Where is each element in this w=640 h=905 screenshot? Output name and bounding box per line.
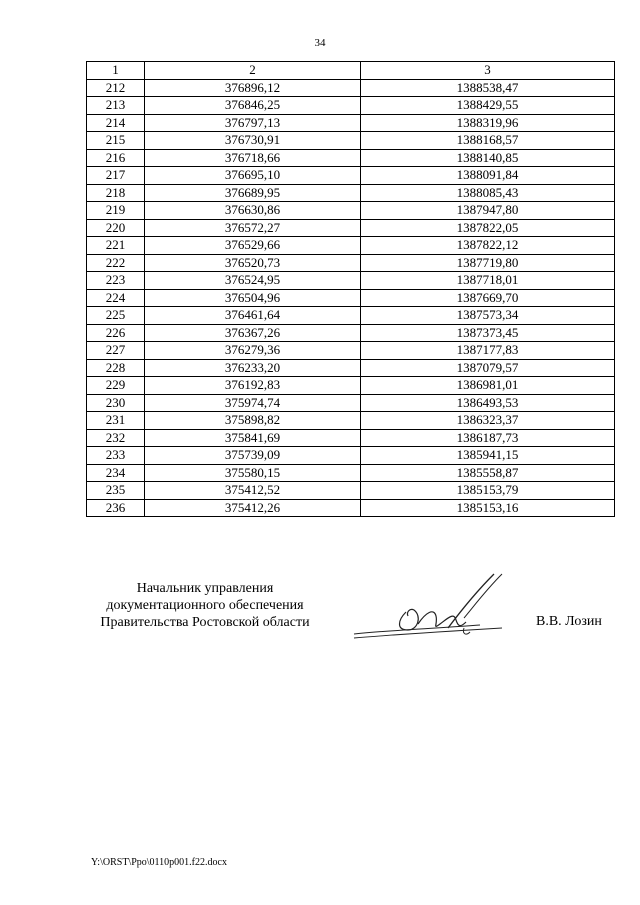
y-coordinate-cell: 1387947,80 bbox=[361, 202, 615, 220]
table-row bbox=[87, 324, 615, 342]
y-coordinate-cell: 1388091,84 bbox=[361, 167, 615, 185]
point-number-cell: 219 bbox=[87, 202, 145, 220]
column-header-y: 3 bbox=[361, 62, 615, 80]
x-coordinate-cell: 376630,86 bbox=[145, 202, 361, 220]
y-coordinate-cell: 1388168,57 bbox=[361, 132, 615, 150]
x-coordinate-cell: 375898,82 bbox=[145, 412, 361, 430]
table-row bbox=[87, 237, 615, 255]
signatory-title-line: Начальник управления bbox=[136, 581, 274, 596]
point-number-cell: 212 bbox=[87, 79, 145, 97]
signatory-name: В.В. Лозин bbox=[536, 614, 602, 629]
table-row bbox=[87, 342, 615, 360]
point-number-cell: 225 bbox=[87, 307, 145, 325]
table-row bbox=[87, 272, 615, 290]
x-coordinate-cell: 375841,69 bbox=[145, 429, 361, 447]
x-coordinate-cell: 376279,36 bbox=[145, 342, 361, 360]
x-coordinate-cell: 376524,95 bbox=[145, 272, 361, 290]
x-coordinate-cell: 376192,83 bbox=[145, 377, 361, 395]
x-coordinate-cell: 376461,64 bbox=[145, 307, 361, 325]
y-coordinate-cell: 1385941,15 bbox=[361, 447, 615, 465]
x-coordinate-cell: 376233,20 bbox=[145, 359, 361, 377]
table-row bbox=[87, 184, 615, 202]
y-coordinate-cell: 1388538,47 bbox=[361, 79, 615, 97]
y-coordinate-cell: 1387573,34 bbox=[361, 307, 615, 325]
y-coordinate-cell: 1387373,45 bbox=[361, 324, 615, 342]
x-coordinate-cell: 376896,12 bbox=[145, 79, 361, 97]
x-coordinate-cell: 376695,10 bbox=[145, 167, 361, 185]
x-coordinate-cell: 376797,13 bbox=[145, 114, 361, 132]
table-row bbox=[87, 132, 615, 150]
y-coordinate-cell: 1388429,55 bbox=[361, 97, 615, 115]
y-coordinate-cell: 1387822,12 bbox=[361, 237, 615, 255]
point-number-cell: 221 bbox=[87, 237, 145, 255]
table-row bbox=[87, 289, 615, 307]
table-row bbox=[87, 447, 615, 465]
column-header-number: 1 bbox=[87, 62, 145, 80]
y-coordinate-cell: 1388085,43 bbox=[361, 184, 615, 202]
table-row bbox=[87, 359, 615, 377]
y-coordinate-cell: 1388319,96 bbox=[361, 114, 615, 132]
table-row bbox=[87, 482, 615, 500]
x-coordinate-cell: 375739,09 bbox=[145, 447, 361, 465]
y-coordinate-cell: 1385153,16 bbox=[361, 499, 615, 517]
point-number-cell: 216 bbox=[87, 149, 145, 167]
point-number-cell: 222 bbox=[87, 254, 145, 272]
point-number-cell: 231 bbox=[87, 412, 145, 430]
point-number-cell: 215 bbox=[87, 132, 145, 150]
point-number-cell: 228 bbox=[87, 359, 145, 377]
point-number-cell: 233 bbox=[87, 447, 145, 465]
coordinates-table bbox=[86, 61, 615, 517]
y-coordinate-cell: 1385153,79 bbox=[361, 482, 615, 500]
table-row bbox=[87, 97, 615, 115]
y-coordinate-cell: 1385558,87 bbox=[361, 464, 615, 482]
x-coordinate-cell: 376529,66 bbox=[145, 237, 361, 255]
table-row bbox=[87, 377, 615, 395]
table-row bbox=[87, 149, 615, 167]
point-number-cell: 235 bbox=[87, 482, 145, 500]
x-coordinate-cell: 376689,95 bbox=[145, 184, 361, 202]
table-row bbox=[87, 464, 615, 482]
y-coordinate-cell: 1388140,85 bbox=[361, 149, 615, 167]
signatory-title bbox=[92, 580, 318, 631]
y-coordinate-cell: 1387177,83 bbox=[361, 342, 615, 360]
x-coordinate-cell: 375580,15 bbox=[145, 464, 361, 482]
table-row bbox=[87, 307, 615, 325]
file-path: Y:\ORST\Ppo\0110p001.f22.docx bbox=[91, 857, 227, 868]
x-coordinate-cell: 375412,52 bbox=[145, 482, 361, 500]
point-number-cell: 227 bbox=[87, 342, 145, 360]
table-row bbox=[87, 167, 615, 185]
x-coordinate-cell: 375974,74 bbox=[145, 394, 361, 412]
y-coordinate-cell: 1387079,57 bbox=[361, 359, 615, 377]
x-coordinate-cell: 376367,26 bbox=[145, 324, 361, 342]
point-number-cell: 232 bbox=[87, 429, 145, 447]
table-row bbox=[87, 394, 615, 412]
table-header-row bbox=[87, 62, 615, 80]
table-row bbox=[87, 499, 615, 517]
handwritten-signature bbox=[352, 568, 512, 646]
point-number-cell: 218 bbox=[87, 184, 145, 202]
table-body bbox=[87, 79, 615, 517]
y-coordinate-cell: 1386323,37 bbox=[361, 412, 615, 430]
x-coordinate-cell: 376718,66 bbox=[145, 149, 361, 167]
table-row bbox=[87, 219, 615, 237]
signatory-title-line: Правительства Ростовской области bbox=[100, 615, 310, 630]
x-coordinate-cell: 376572,27 bbox=[145, 219, 361, 237]
x-coordinate-cell: 376504,96 bbox=[145, 289, 361, 307]
y-coordinate-cell: 1386187,73 bbox=[361, 429, 615, 447]
point-number-cell: 224 bbox=[87, 289, 145, 307]
y-coordinate-cell: 1386493,53 bbox=[361, 394, 615, 412]
x-coordinate-cell: 376730,91 bbox=[145, 132, 361, 150]
page-number: 34 bbox=[314, 37, 326, 49]
table-row bbox=[87, 114, 615, 132]
signatory-title-line: документационного обеспечения bbox=[106, 598, 304, 613]
y-coordinate-cell: 1387669,70 bbox=[361, 289, 615, 307]
table-row bbox=[87, 412, 615, 430]
point-number-cell: 229 bbox=[87, 377, 145, 395]
table-row bbox=[87, 79, 615, 97]
x-coordinate-cell: 376846,25 bbox=[145, 97, 361, 115]
x-coordinate-cell: 376520,73 bbox=[145, 254, 361, 272]
point-number-cell: 226 bbox=[87, 324, 145, 342]
point-number-cell: 223 bbox=[87, 272, 145, 290]
point-number-cell: 236 bbox=[87, 499, 145, 517]
point-number-cell: 214 bbox=[87, 114, 145, 132]
y-coordinate-cell: 1387822,05 bbox=[361, 219, 615, 237]
table-row bbox=[87, 254, 615, 272]
point-number-cell: 217 bbox=[87, 167, 145, 185]
y-coordinate-cell: 1387718,01 bbox=[361, 272, 615, 290]
point-number-cell: 213 bbox=[87, 97, 145, 115]
x-coordinate-cell: 375412,26 bbox=[145, 499, 361, 517]
point-number-cell: 234 bbox=[87, 464, 145, 482]
point-number-cell: 220 bbox=[87, 219, 145, 237]
y-coordinate-cell: 1387719,80 bbox=[361, 254, 615, 272]
table-row bbox=[87, 202, 615, 220]
point-number-cell: 230 bbox=[87, 394, 145, 412]
table-row bbox=[87, 429, 615, 447]
y-coordinate-cell: 1386981,01 bbox=[361, 377, 615, 395]
column-header-x: 2 bbox=[145, 62, 361, 80]
